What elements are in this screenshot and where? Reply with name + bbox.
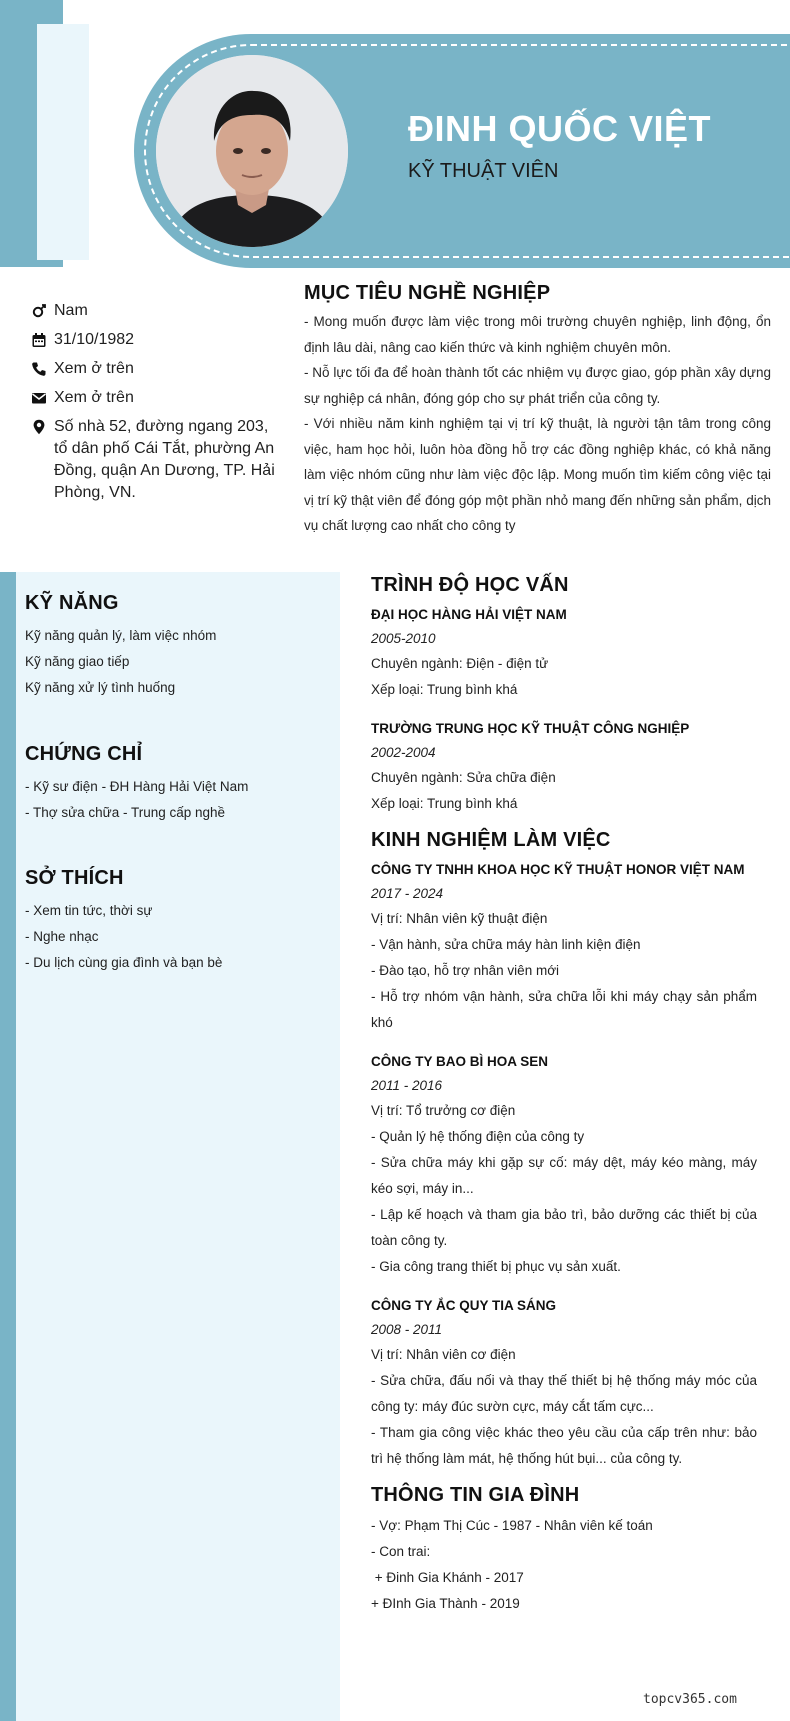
experience-line: - Quản lý hệ thống điện của công ty xyxy=(371,1129,585,1144)
experience-line: Vị trí: Tổ trưởng cơ điện xyxy=(371,1103,516,1118)
skill-item: Kỹ năng xử lý tình huống xyxy=(25,680,176,695)
experience-line: - Gia công trang thiết bị phục vụ sản xuất. xyxy=(371,1259,621,1274)
education-line: Chuyên ngành: Sửa chữa điện xyxy=(371,770,556,785)
education-line: Xếp loại: Trung bình khá xyxy=(371,796,518,811)
info-gender xyxy=(28,300,278,322)
certificates-section xyxy=(25,743,325,826)
study-period: 2005-2010 xyxy=(371,631,436,646)
hobby-item: - Xem tin tức, thời sự xyxy=(25,903,153,918)
gender-icon xyxy=(28,300,50,322)
objective-paragraph: - Với nhiều năm kinh nghiệm tại vị trí kỹ thuật, là người tận tâm trong công việc, ham học hỏi, luôn hòa đồng hỗ trợ các đồng nghiệp khác, có khả năng làm việc nhóm cũng như làm việc độc lập. Mong muốn tìm kiếm công việc tại vị trí kỹ thật viên để đóng góp một phần nhỏ mang đến những sản phẩm, dịch vụ chất lượng cao nhất cho công ty xyxy=(304,416,771,533)
birthday-value: 31/10/1982 xyxy=(54,331,135,348)
experience-line: - Lập kế hoạch và tham gia bảo trì, bảo dưỡng các thiết bị của toàn công ty. xyxy=(371,1207,757,1248)
company-name: CÔNG TY ẮC QUY TIA SÁNG xyxy=(371,1298,557,1313)
hobby-item: - Nghe nhạc xyxy=(25,929,99,944)
work-period: 2017 - 2024 xyxy=(371,886,444,901)
job-title: KỸ THUẬT VIÊN xyxy=(408,160,559,182)
location-icon xyxy=(28,416,50,438)
experience-entry xyxy=(371,1294,757,1472)
phone-icon xyxy=(28,358,50,380)
main-column xyxy=(371,574,757,1617)
info-email xyxy=(28,387,278,409)
experience-line: - Tham gia công việc khác theo yêu cầu của cấp trên như: bảo trì hệ thống làm mát, hệ thống hút bụi... của công ty. xyxy=(371,1425,757,1466)
family-line: - Con trai: xyxy=(371,1544,431,1559)
family-line: - Vợ: Phạm Thị Cúc - 1987 - Nhân viên kế toán xyxy=(371,1518,653,1533)
calendar-icon xyxy=(28,329,50,351)
info-phone xyxy=(28,358,278,380)
email-value: Xem ở trên xyxy=(54,389,134,406)
skill-item: Kỹ năng quản lý, làm việc nhóm xyxy=(25,628,217,643)
objective-title: MỤC TIÊU NGHỀ NGHIỆP xyxy=(304,282,551,304)
skills-section xyxy=(25,592,325,701)
family-title: THÔNG TIN GIA ĐÌNH xyxy=(371,1484,580,1506)
info-address xyxy=(28,416,278,504)
email-icon xyxy=(28,387,50,409)
info-birthday xyxy=(28,329,278,351)
experience-line: Vị trí: Nhân viên cơ điện xyxy=(371,1347,516,1362)
experience-line: - Vận hành, sửa chữa máy hàn linh kiện điện xyxy=(371,937,641,952)
experience-entry xyxy=(371,858,757,1036)
experience-line: - Đào tạo, hỗ trợ nhân viên mới xyxy=(371,963,560,978)
experience-line: - Sửa chữa, đấu nối và thay thế thiết bị hệ thống máy móc của công ty: máy đúc sườn cực, máy cắt tấm cực... xyxy=(371,1373,757,1414)
gender-value: Nam xyxy=(54,302,88,319)
study-period: 2002-2004 xyxy=(371,745,436,760)
phone-value: Xem ở trên xyxy=(54,360,134,377)
site-watermark: topcv365.com xyxy=(643,1692,737,1707)
header-light-strip xyxy=(37,24,89,260)
family-line: + ĐInh Gia Thành - 2019 xyxy=(371,1596,520,1611)
objective-paragraph: - Nỗ lực tối đa để hoàn thành tốt các nhiệm vụ được giao, góp phần xây dựng sự nghiệp cá nhân, đóng góp cho sự phát triển của công ty. xyxy=(304,365,771,406)
experience-line: - Sửa chữa máy khi gặp sự cố: máy dệt, máy kéo màng, máy kéo sợi, máy in... xyxy=(371,1155,757,1196)
family-line: + Đinh Gia Khánh - 2017 xyxy=(371,1570,524,1585)
experience-title: KINH NGHIỆM LÀM VIỆC xyxy=(371,829,611,851)
certificates-title: CHỨNG CHỈ xyxy=(25,743,143,765)
skills-title: KỸ NĂNG xyxy=(25,592,119,614)
hobby-item: - Du lịch cùng gia đình và bạn bè xyxy=(25,955,223,970)
education-line: Chuyên ngành: Điện - điện tử xyxy=(371,656,549,671)
school-name: ĐẠI HỌC HÀNG HẢI VIỆT NAM xyxy=(371,607,567,622)
skill-item: Kỹ năng giao tiếp xyxy=(25,654,130,669)
certificate-item: - Kỹ sư điện - ĐH Hàng Hải Việt Nam xyxy=(25,779,249,794)
experience-line: Vị trí: Nhân viên kỹ thuật điện xyxy=(371,911,548,926)
experience-entry xyxy=(371,1050,757,1280)
certificate-item: - Thợ sửa chữa - Trung cấp nghề xyxy=(25,805,226,820)
education-line: Xếp loại: Trung bình khá xyxy=(371,682,518,697)
experience-line: - Hỗ trợ nhóm vận hành, sửa chữa lỗi khi máy chạy sản phẩm khó xyxy=(371,989,757,1030)
candidate-name: ĐINH QUỐC VIỆT xyxy=(408,108,712,149)
work-period: 2011 - 2016 xyxy=(371,1078,443,1093)
hobbies-title: SỞ THÍCH xyxy=(25,867,124,889)
hobbies-section xyxy=(25,867,325,976)
personal-info xyxy=(28,300,278,511)
education-title: TRÌNH ĐỘ HỌC VẤN xyxy=(371,574,569,596)
address-value: Số nhà 52, đường ngang 203, tổ dân phố Cái Tắt, phường An Đồng, quận An Dương, TP. Hải Phòng, VN. xyxy=(54,418,275,501)
sidebar-accent-edge xyxy=(0,572,16,1721)
work-period: 2008 - 2011 xyxy=(371,1322,443,1337)
education-entry xyxy=(371,717,757,817)
objective-paragraph: - Mong muốn được làm việc trong môi trường chuyên nghiệp, linh động, ổn định lâu dài, nâng cao kiến thức và kinh nghiệm chuyên môn. xyxy=(304,314,771,355)
company-name: CÔNG TY TNHH KHOA HỌC KỸ THUẬT HONOR VIỆT NAM xyxy=(371,862,745,877)
company-name: CÔNG TY BAO BÌ HOA SEN xyxy=(371,1054,549,1069)
profile-photo xyxy=(156,55,348,247)
school-name: TRƯỜNG TRUNG HỌC KỸ THUẬT CÔNG NGHIỆP xyxy=(371,721,690,736)
career-objective xyxy=(304,282,771,539)
education-entry xyxy=(371,603,757,703)
